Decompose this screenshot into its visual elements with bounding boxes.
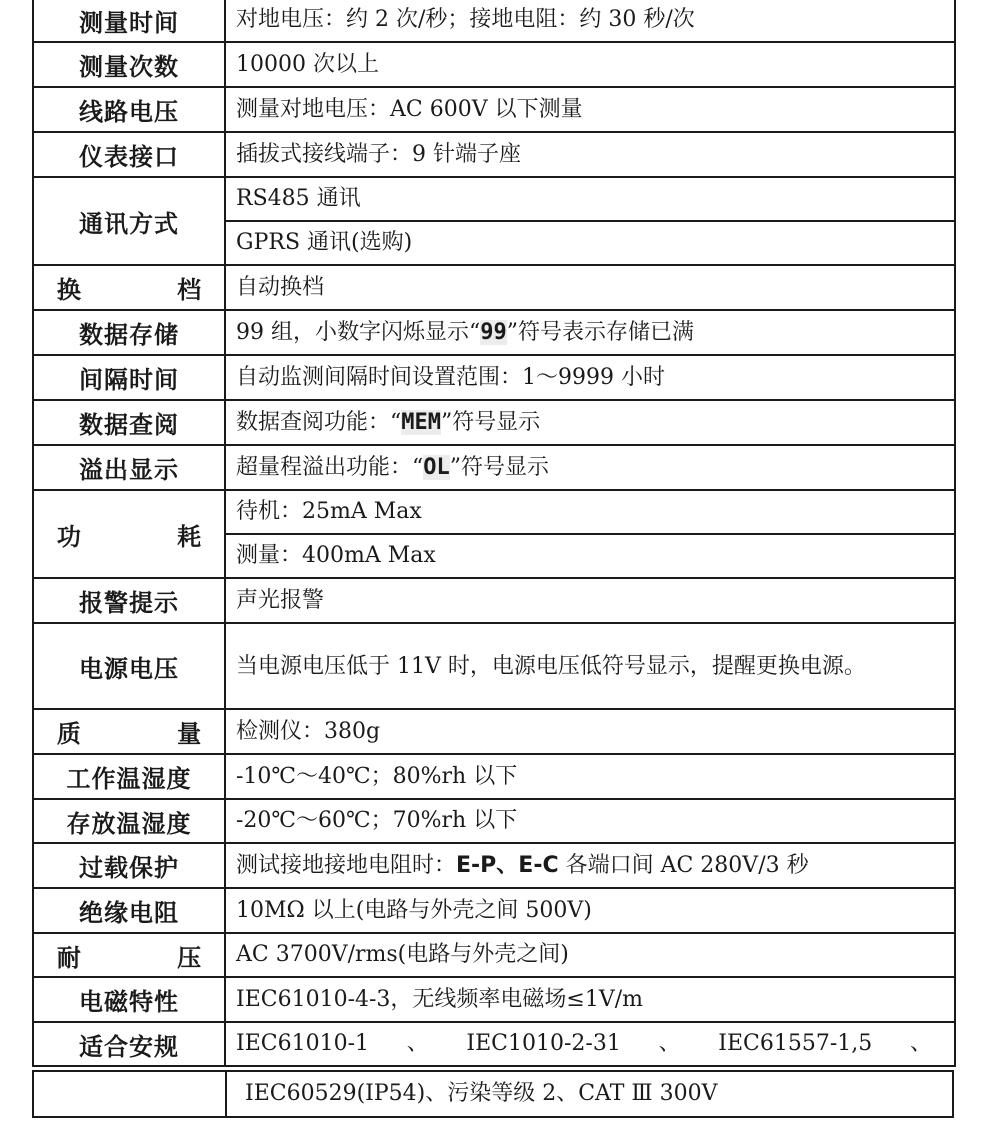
row-value: 当电源电压低于 11V 时，电源电压低符号显示，提醒更换电源。 [225, 623, 955, 709]
value-text: 数据查阅功能：“ [236, 409, 402, 435]
row-label: 电磁特性 [33, 977, 225, 1022]
row-value: 声光报警 [225, 578, 955, 623]
row-label: 线路电压 [33, 87, 225, 132]
table-row [33, 87, 955, 132]
row-label-text: 质 量 [56, 720, 246, 748]
row-value [225, 445, 955, 490]
standard-item: IEC61557-1,5 [718, 1031, 873, 1056]
row-value: 10000 次以上 [225, 42, 955, 87]
row-label [33, 490, 246, 578]
table-row [33, 355, 955, 400]
table-row [33, 623, 955, 709]
value-text: 各端口间 AC 280V/3 秒 [558, 852, 809, 878]
table-row [33, 177, 955, 221]
row-label [33, 265, 246, 310]
table-row [33, 0, 955, 42]
row-value [225, 310, 955, 355]
table-row [33, 490, 955, 534]
row-label-text: 换 档 [56, 276, 246, 304]
separator: 、 [658, 1031, 681, 1056]
table-row [33, 1022, 955, 1066]
row-label: 仪表接口 [33, 132, 225, 177]
row-value: -10℃～40℃；80%rh 以下 [225, 754, 955, 799]
table-row [33, 310, 955, 355]
table-row [33, 578, 955, 623]
value-text: 99 组，小数字闪烁显示“ [236, 319, 481, 345]
value-text: ”符号表示存储已满 [506, 319, 694, 345]
spec-table [32, 0, 956, 1067]
separator: 、 [909, 1031, 932, 1056]
row-value: -20℃～60℃；70%rh 以下 [225, 799, 955, 843]
row-label: 适合安规 [33, 1022, 225, 1066]
table-row [33, 132, 955, 177]
value-text: ”符号显示 [449, 454, 549, 480]
table-row [33, 843, 955, 888]
standards-line [236, 1024, 954, 1064]
row-value: 对地电压：约 2 次/秒；接地电阻：约 30 秒/次 [225, 0, 955, 42]
row-label [33, 933, 246, 977]
standard-item: IEC1010-2-31 [466, 1031, 621, 1056]
row-value: 检测仪：380g [225, 709, 955, 754]
row-value [225, 400, 955, 445]
row-label: 间隔时间 [33, 355, 225, 400]
highlight-symbol: MEM [401, 409, 441, 435]
row-value [225, 1022, 955, 1066]
continuation-value-cell: IEC60529(IP54)、污染等级 2、CAT Ⅲ 300V [225, 1070, 954, 1118]
table-row [33, 265, 955, 310]
row-value: 自动监测间隔时间设置范围：1～9999 小时 [225, 355, 955, 400]
row-label: 存放温湿度 [33, 799, 225, 843]
row-value: AC 3700V/rms(电路与外壳之间) [225, 933, 955, 977]
row-value: GPRS 通讯(选购) [225, 221, 955, 265]
row-label-text: 耐 压 [56, 943, 246, 972]
port-terms: E-P、E-C [456, 852, 559, 878]
value-text: 超量程溢出功能：“ [236, 454, 424, 480]
row-label: 数据存储 [33, 310, 225, 355]
separator: 、 [406, 1031, 429, 1056]
table-row [33, 709, 955, 754]
table-row [33, 888, 955, 933]
row-value [225, 843, 955, 888]
highlight-symbol: OL [423, 454, 450, 480]
highlight-symbol: 99 [480, 319, 507, 345]
row-label: 电源电压 [33, 623, 225, 709]
table-row [33, 754, 955, 799]
row-label: 测量时间 [33, 0, 225, 42]
value-text: 测试接地接地电阻时： [236, 852, 457, 878]
standard-item: IEC61010-1 [236, 1031, 369, 1056]
row-label-text: 功 耗 [56, 522, 246, 551]
row-label: 工作温湿度 [33, 754, 225, 799]
value-text: ”符号显示 [441, 409, 541, 435]
row-value: 10MΩ 以上(电路与外壳之间 500V) [225, 888, 955, 933]
row-value: IEC61010-4-3，无线频率电磁场≤1V/m [225, 977, 955, 1022]
row-label: 数据查阅 [33, 400, 225, 445]
row-label: 通讯方式 [33, 177, 225, 265]
row-value: 自动换档 [225, 265, 955, 310]
row-label: 测量次数 [33, 42, 225, 87]
row-label: 过载保护 [33, 843, 225, 888]
table-row [33, 977, 955, 1022]
row-value: 待机：25mA Max [225, 490, 955, 534]
row-label: 绝缘电阻 [33, 888, 225, 933]
table-row [33, 933, 955, 977]
continuation-label-cell [32, 1070, 225, 1118]
table-row [33, 42, 955, 87]
row-value: 测量对地电压：AC 600V 以下测量 [225, 87, 955, 132]
row-value: RS485 通讯 [225, 177, 955, 221]
table-row [33, 799, 955, 843]
table-row [33, 445, 955, 490]
table-row [33, 400, 955, 445]
row-label [33, 709, 246, 754]
row-label: 溢出显示 [33, 445, 225, 490]
row-value: 测量：400mA Max [225, 534, 955, 578]
row-value: 插拔式接线端子：9 针端子座 [225, 132, 955, 177]
row-label: 报警提示 [33, 578, 225, 623]
